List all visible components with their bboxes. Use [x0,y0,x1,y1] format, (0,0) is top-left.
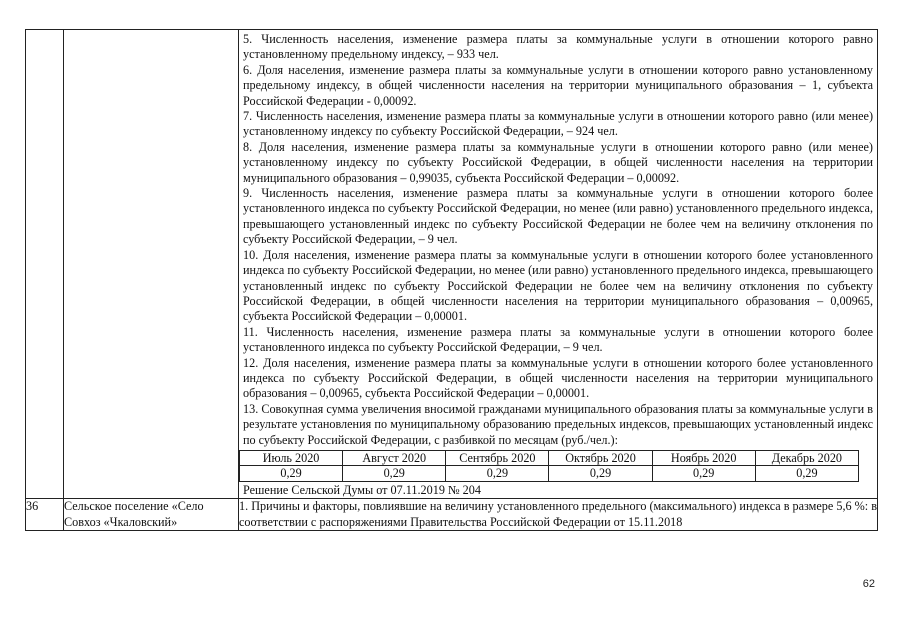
table-row-36 [26,499,878,531]
paragraph-6: 6. Доля населения, изменение размера платы за коммунальные услуги в отношении которого равно установленному предельному индексу, в общей численности населения на территории муниципального образования – 1, субъекта Российской Федерации - 0,00092. [243,62,873,108]
empty-name-cell [64,30,239,499]
month-value: 0,29 [343,466,446,482]
months-value-row [240,466,859,482]
month-header: Август 2020 [343,450,446,466]
row-36-text: 1. Причины и факторы, повлиявшие на величину установленного предельного (максимального) индекса в размере 5,6 %: в соответствии с распоряжениями Правительства Российской Федерации от 15.11.2018 [239,499,877,529]
month-value: 0,29 [652,466,755,482]
paragraph-9: 9. Численность населения, изменение размера платы за коммунальные услуги в отношении которого более установленного индекса по субъекту Российской Федерации, но менее (или равно) установленного предельного индекса, превышающего установленный индекс по субъекту Российской Федерации не более чем на величину отклонения по субъекту Российской Федерации, – 9 чел. [243,186,873,247]
paragraph-12: 12. Доля населения, изменение размера платы за коммунальные услуги в отношении которого более установленного индекса по субъекту Российской Федерации, в общей численности населения на территории муниципального образования – 0,00965, субъекта Российской Федерации – 0,00001. [243,355,873,401]
months-table [239,450,859,482]
paragraph-8: 8. Доля населения, изменение размера платы за коммунальные услуги в отношении которого равно (или менее) установленному индексу по субъекту Российской Федерации, в общей численности населения на территории муниципального образования – 0,99035, субъекта Российской Федерации – 0,00092. [243,139,873,185]
month-header: Сентябрь 2020 [446,450,549,466]
month-header: Октябрь 2020 [549,450,652,466]
month-value: 0,29 [240,466,343,482]
month-value: 0,29 [755,466,858,482]
table-row [26,30,878,499]
month-value: 0,29 [446,466,549,482]
empty-number-cell [26,30,64,499]
month-header: Ноябрь 2020 [652,450,755,466]
paragraph-7: 7. Численность населения, изменение размера платы за коммунальные услуги в отношении которого равно (или менее) установленному индексу по субъекту Российской Федерации, – 924 чел. [243,109,873,139]
paragraph-13: 13. Совокупная сумма увеличения вносимой гражданами муниципального образования платы за коммунальные услуги в результате установления по муниципальному образованию предельных индексов, превышающих установленный индекс по субъекту Российской Федерации, с разбивкой по месяцам (руб./чел.): [243,401,873,447]
row-number: 36 [26,499,64,531]
month-header: Июль 2020 [240,450,343,466]
settlement-name: Сельское поселение «Село Совхоз «Чкаловский» [64,499,239,531]
decision-reference: Решение Сельской Думы от 07.11.2019 № 204 [243,482,481,497]
months-header-row [240,450,859,466]
paragraph-list [239,30,877,448]
month-value: 0,29 [549,466,652,482]
month-header: Декабрь 2020 [755,450,858,466]
paragraph-10: 10. Доля населения, изменение размера платы за коммунальные услуги в отношении которого более установленного индекса по субъекту Российской Федерации, но менее (или равно) установленного предельного индекса, превышающего установленный индекс по субъекту Российской Федерации не более чем на величину отклонения по субъекту Российской Федерации, в общей численности населения на территории муниципального образования – 0,00965, субъекта Российской Федерации – 0,00001. [243,247,873,324]
page-number: 62 [862,578,875,590]
document-table [25,29,878,531]
paragraph-5: 5. Численность населения, изменение размера платы за коммунальные услуги в отношении которого равно установленному предельному индексу, – 933 чел. [243,32,873,62]
content-cell [239,30,878,499]
paragraph-11: 11. Численность населения, изменение размера платы за коммунальные услуги в отношении которого более установленного индекса по субъекту Российской Федерации, – 9 чел. [243,324,873,355]
